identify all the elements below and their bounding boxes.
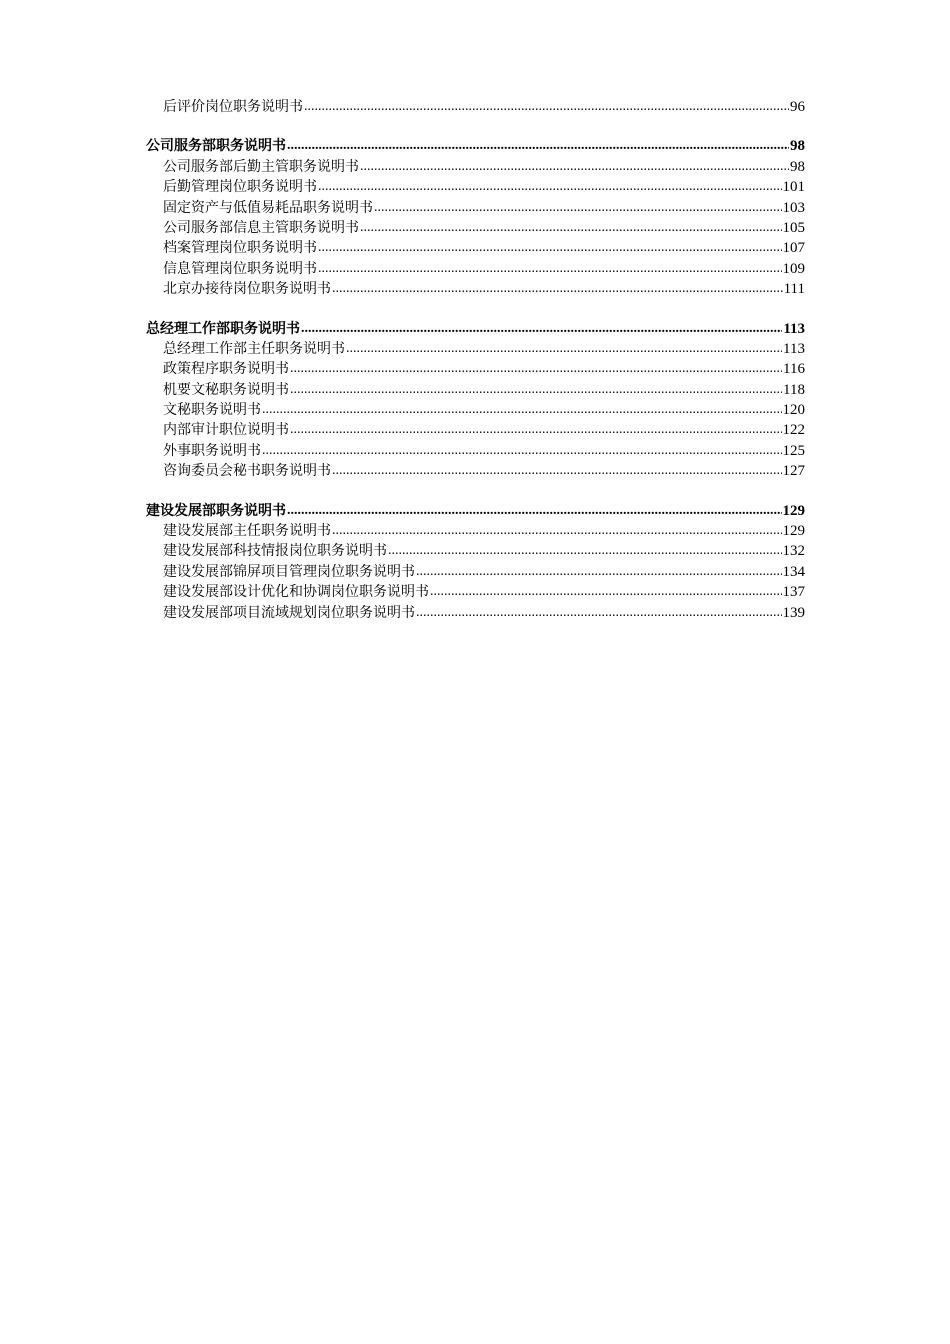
toc-entry[interactable] [146, 177, 805, 197]
toc-leader-dots [332, 461, 782, 481]
toc-entry-title: 咨询委员会秘书职务说明书 [163, 463, 331, 480]
toc-entry-title: 固定资产与低值易耗品职务说明书 [163, 199, 373, 216]
toc-entry[interactable] [146, 198, 805, 218]
toc-leader-dots [416, 562, 782, 582]
toc-entry[interactable] [146, 400, 805, 420]
toc-section-heading[interactable] [146, 136, 805, 156]
toc-entry-title: 档案管理岗位职务说明书 [163, 240, 317, 257]
toc-entry-page: 122 [782, 422, 805, 439]
toc-leader-dots [290, 359, 782, 379]
toc-entry[interactable] [146, 339, 805, 359]
toc-leader-dots [360, 218, 782, 238]
toc-entry[interactable] [146, 420, 805, 440]
toc-entry-page: 109 [782, 260, 805, 277]
toc-entry-page: 103 [782, 199, 805, 216]
toc-leader-dots [360, 157, 789, 177]
toc-leader-dots [374, 198, 782, 218]
toc-entry-page: 137 [782, 584, 805, 601]
toc-entry-title: 建设发展部锦屏项目管理岗位职务说明书 [163, 563, 415, 580]
toc-entry[interactable] [146, 461, 805, 481]
toc-entry-page: 127 [782, 463, 805, 480]
toc-leader-dots [304, 97, 789, 117]
toc-leader-dots [318, 259, 782, 279]
toc-entry[interactable] [146, 238, 805, 258]
toc-leader-dots [318, 177, 782, 197]
toc-leader-dots [287, 501, 782, 521]
toc-entry[interactable] [146, 157, 805, 177]
toc-entry[interactable] [146, 521, 805, 541]
toc-entry-title: 信息管理岗位职务说明书 [163, 260, 317, 277]
toc-entry-title: 外事职务说明书 [163, 442, 261, 459]
table-of-contents [146, 97, 805, 623]
toc-section-heading[interactable] [146, 501, 805, 521]
toc-entry-title: 文秘职务说明书 [163, 402, 261, 419]
toc-entry-title: 机要文秘职务说明书 [163, 381, 289, 398]
toc-entry-title: 总经理工作部主任职务说明书 [163, 340, 345, 357]
toc-leader-dots [346, 339, 782, 359]
toc-entry[interactable] [146, 603, 805, 623]
toc-entry-title: 建设发展部科技情报岗位职务说明书 [163, 543, 387, 560]
toc-entry-title: 建设发展部设计优化和协调岗位职务说明书 [163, 584, 429, 601]
toc-entry-title: 建设发展部主任职务说明书 [163, 523, 331, 540]
toc-section-title: 公司服务部职务说明书 [146, 138, 286, 155]
toc-entry-page: 116 [783, 361, 805, 378]
toc-leader-dots [262, 441, 782, 461]
toc-entry-title: 公司服务部后勤主管职务说明书 [163, 158, 359, 175]
toc-entry-page: 129 [782, 523, 805, 540]
toc-leader-dots [318, 238, 782, 258]
toc-entry-page: 111 [783, 281, 805, 298]
toc-section-title: 建设发展部职务说明书 [146, 502, 286, 519]
toc-entry-page: 139 [782, 604, 805, 621]
toc-entry-page: 98 [790, 158, 805, 175]
toc-entry-page: 105 [782, 219, 805, 236]
toc-entry[interactable] [146, 541, 805, 561]
toc-section-title: 总经理工作部职务说明书 [146, 320, 300, 337]
toc-entry-title: 政策程序职务说明书 [163, 361, 289, 378]
toc-entry-title: 公司服务部信息主管职务说明书 [163, 219, 359, 236]
toc-leader-dots [290, 420, 782, 440]
toc-entry-title: 后勤管理岗位职务说明书 [163, 179, 317, 196]
toc-leader-dots [388, 541, 782, 561]
toc-entry[interactable] [146, 218, 805, 238]
toc-leader-dots [290, 380, 782, 400]
toc-leader-dots [332, 279, 783, 299]
toc-leader-dots [416, 603, 782, 623]
toc-leader-dots [430, 582, 782, 602]
toc-leader-dots [301, 319, 782, 339]
toc-entry-page: 101 [782, 179, 805, 196]
toc-entry-page: 134 [782, 563, 805, 580]
toc-entry[interactable] [146, 441, 805, 461]
toc-entry-page: 118 [783, 381, 805, 398]
toc-entry-page: 96 [790, 98, 805, 115]
toc-entry[interactable] [146, 279, 805, 299]
toc-entry[interactable] [146, 582, 805, 602]
toc-entry[interactable] [146, 380, 805, 400]
toc-entry[interactable] [146, 562, 805, 582]
toc-entry-page: 125 [782, 442, 805, 459]
toc-section-page: 98 [790, 138, 805, 155]
toc-section-heading[interactable] [146, 319, 805, 339]
toc-entry-title: 建设发展部项目流域规划岗位职务说明书 [163, 604, 415, 621]
toc-leader-dots [262, 400, 782, 420]
toc-entry-title: 内部审计职位说明书 [163, 422, 289, 439]
toc-entry-title: 北京办接待岗位职务说明书 [163, 281, 331, 298]
toc-entry-page: 132 [782, 543, 805, 560]
toc-entry-title: 后评价岗位职务说明书 [163, 98, 303, 115]
toc-entry[interactable] [146, 259, 805, 279]
toc-leader-dots [287, 136, 789, 156]
toc-section-page: 113 [783, 320, 805, 337]
toc-section-page: 129 [782, 502, 805, 519]
toc-entry-page: 107 [782, 240, 805, 257]
toc-entry-page: 113 [783, 340, 805, 357]
toc-entry-page: 120 [782, 402, 805, 419]
toc-entry[interactable] [146, 97, 805, 117]
toc-leader-dots [332, 521, 782, 541]
toc-entry[interactable] [146, 359, 805, 379]
